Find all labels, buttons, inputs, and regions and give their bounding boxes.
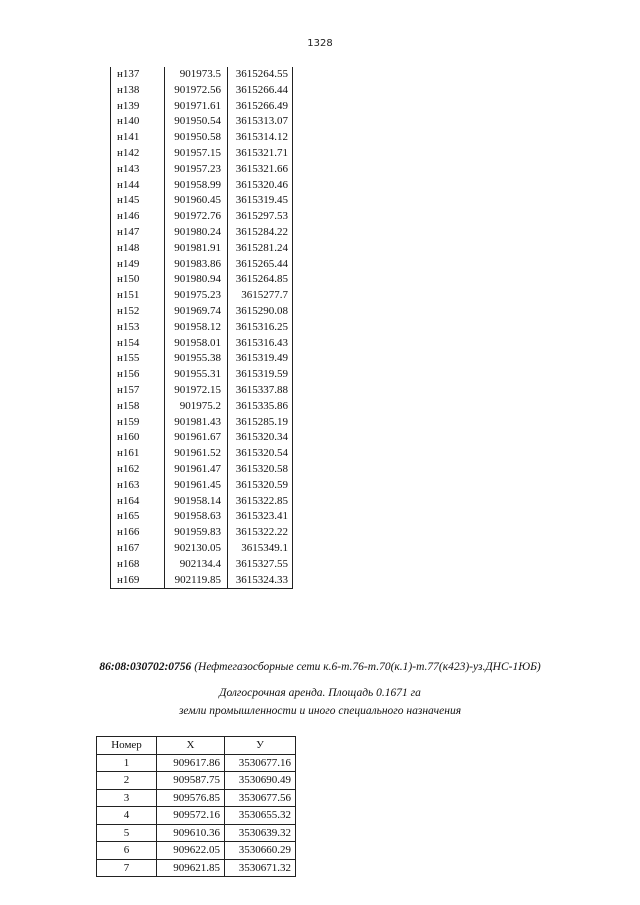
table-row	[111, 83, 293, 99]
table-cell: 909587.75	[157, 772, 225, 790]
table-row	[97, 754, 296, 772]
table-row	[97, 807, 296, 825]
table-row	[111, 320, 293, 336]
table-row	[111, 193, 293, 209]
header-y: У	[225, 737, 296, 755]
table-row	[111, 541, 293, 557]
table-row	[111, 525, 293, 541]
table-cell: 3615322.22	[228, 525, 293, 541]
table-cell: н161	[111, 446, 165, 462]
table-cell: н160	[111, 430, 165, 446]
table-cell: 3615349.1	[228, 541, 293, 557]
table-cell: 901957.15	[165, 146, 228, 162]
table-cell: н151	[111, 288, 165, 304]
table-cell: 901958.12	[165, 320, 228, 336]
coordinates-table-continued	[110, 67, 293, 589]
table-row	[111, 146, 293, 162]
table-cell: н145	[111, 193, 165, 209]
table-row	[111, 130, 293, 146]
table-cell: н148	[111, 241, 165, 257]
table-cell: н139	[111, 99, 165, 115]
table-cell: 3615285.19	[228, 415, 293, 431]
table-row	[111, 209, 293, 225]
table-cell: н169	[111, 573, 165, 589]
table-cell: н157	[111, 383, 165, 399]
table-cell: н147	[111, 225, 165, 241]
table-cell: 909622.05	[157, 842, 225, 860]
table-cell: н152	[111, 304, 165, 320]
table-cell: н142	[111, 146, 165, 162]
table-cell: 6	[97, 842, 157, 860]
table-cell: 902130.05	[165, 541, 228, 557]
table-row	[111, 573, 293, 589]
table-cell: н137	[111, 67, 165, 83]
parcel-heading	[0, 661, 640, 673]
table-cell: 901961.45	[165, 478, 228, 494]
table-cell: н156	[111, 367, 165, 383]
table-cell: 3615265.44	[228, 257, 293, 273]
table-cell: 902134.4	[165, 557, 228, 573]
table-cell: 3615266.44	[228, 83, 293, 99]
table-cell: 3530655.32	[225, 807, 296, 825]
table-cell: 3615313.07	[228, 114, 293, 130]
table-cell: 909576.85	[157, 789, 225, 807]
table-cell: 3530677.56	[225, 789, 296, 807]
table-cell: 901958.63	[165, 509, 228, 525]
table-cell: 3615264.55	[228, 67, 293, 83]
table-cell: 3615320.54	[228, 446, 293, 462]
table-cell: н140	[111, 114, 165, 130]
lease-title: Долгосрочная аренда. Площадь 0.1671 га	[219, 687, 421, 699]
table-row	[111, 67, 293, 83]
table-cell: 3615284.22	[228, 225, 293, 241]
table-cell: 902119.85	[165, 573, 228, 589]
table-row	[97, 842, 296, 860]
table-row	[111, 257, 293, 273]
land-category: земли промышленности и иного специального назначения	[178, 705, 462, 717]
table-cell: 901981.91	[165, 241, 228, 257]
cadastral-number: 86:08:030702:0756	[99, 661, 192, 673]
table-cell: 909572.16	[157, 807, 225, 825]
table-header-row	[97, 737, 296, 755]
table-cell: 3615320.58	[228, 462, 293, 478]
table-cell: н164	[111, 494, 165, 510]
table-cell: 3615264.85	[228, 272, 293, 288]
table-cell: 2	[97, 772, 157, 790]
table-cell: н146	[111, 209, 165, 225]
table-cell: 3	[97, 789, 157, 807]
table-cell: н154	[111, 336, 165, 352]
table-row	[111, 178, 293, 194]
table-cell: 901958.99	[165, 178, 228, 194]
table-cell: 3615316.25	[228, 320, 293, 336]
table-cell: 3615281.24	[228, 241, 293, 257]
table-cell: 3615290.08	[228, 304, 293, 320]
table-cell: 3615320.34	[228, 430, 293, 446]
table-row	[111, 272, 293, 288]
table-cell: 901980.94	[165, 272, 228, 288]
table-cell: 901958.14	[165, 494, 228, 510]
table-cell: 3615323.41	[228, 509, 293, 525]
table-cell: 3530671.32	[225, 859, 296, 877]
table-cell: н167	[111, 541, 165, 557]
table-cell: 1	[97, 754, 157, 772]
table-row	[111, 241, 293, 257]
table-row	[111, 351, 293, 367]
table-cell: 3615266.49	[228, 99, 293, 115]
table-cell: 901971.61	[165, 99, 228, 115]
table-cell: 901961.52	[165, 446, 228, 462]
table-row	[111, 415, 293, 431]
table-cell: 3615321.71	[228, 146, 293, 162]
table-cell: 3615322.85	[228, 494, 293, 510]
table-cell: 3530660.29	[225, 842, 296, 860]
table-cell: 901959.83	[165, 525, 228, 541]
table-cell: 3615314.12	[228, 130, 293, 146]
table-cell: 901960.45	[165, 193, 228, 209]
table-row	[111, 162, 293, 178]
table-row	[97, 789, 296, 807]
table-cell: 3615320.59	[228, 478, 293, 494]
table-cell: 3615337.88	[228, 383, 293, 399]
table-cell: 3530639.32	[225, 824, 296, 842]
table-cell: 3530677.16	[225, 754, 296, 772]
table-cell: 909610.36	[157, 824, 225, 842]
table-row	[111, 99, 293, 115]
table-cell: н166	[111, 525, 165, 541]
table-row	[111, 430, 293, 446]
table-cell: н162	[111, 462, 165, 478]
table-cell: н158	[111, 399, 165, 415]
table-row	[111, 399, 293, 415]
table-row	[97, 859, 296, 877]
table-row	[111, 509, 293, 525]
table-cell: 3615297.53	[228, 209, 293, 225]
table-cell: н149	[111, 257, 165, 273]
table-cell: н168	[111, 557, 165, 573]
table-cell: 901950.58	[165, 130, 228, 146]
parcel-description: (Нефтегазосборные сети к.6-т.76-т.70(к.1)-т.77(к423)-уз.ДНС-1ЮБ)	[194, 661, 541, 673]
table-cell: 901955.38	[165, 351, 228, 367]
table-cell: н138	[111, 83, 165, 99]
table-cell: 901972.76	[165, 209, 228, 225]
table-cell: 901955.31	[165, 367, 228, 383]
table-cell: н163	[111, 478, 165, 494]
coordinates-table	[96, 736, 296, 877]
table-cell: н159	[111, 415, 165, 431]
table-cell: н143	[111, 162, 165, 178]
table-row	[111, 383, 293, 399]
table-cell: 901958.01	[165, 336, 228, 352]
table-row	[97, 824, 296, 842]
table-cell: 901972.15	[165, 383, 228, 399]
table-row	[111, 446, 293, 462]
table-cell: 901961.47	[165, 462, 228, 478]
table-cell: н153	[111, 320, 165, 336]
table-cell: н150	[111, 272, 165, 288]
table-cell: 7	[97, 859, 157, 877]
table-cell: 909621.85	[157, 859, 225, 877]
table-cell: 3615324.33	[228, 573, 293, 589]
table-row	[97, 772, 296, 790]
table-cell: 3615335.86	[228, 399, 293, 415]
table-cell: н141	[111, 130, 165, 146]
table-cell: 3530690.49	[225, 772, 296, 790]
header-x: X	[157, 737, 225, 755]
table-cell: 901975.2	[165, 399, 228, 415]
table-row	[111, 367, 293, 383]
table-cell: 901981.43	[165, 415, 228, 431]
table-row	[111, 478, 293, 494]
table-row	[111, 304, 293, 320]
table-cell: 909617.86	[157, 754, 225, 772]
header-number: Номер	[97, 737, 157, 755]
page-number: 1328	[307, 38, 333, 49]
table-row	[111, 288, 293, 304]
table-cell: 901969.74	[165, 304, 228, 320]
table-cell: н165	[111, 509, 165, 525]
table-cell: 3615277.7	[228, 288, 293, 304]
table-cell: 901950.54	[165, 114, 228, 130]
table-cell: н144	[111, 178, 165, 194]
table-cell: 3615320.46	[228, 178, 293, 194]
table-cell: 4	[97, 807, 157, 825]
table-cell: 3615321.66	[228, 162, 293, 178]
table-cell: 5	[97, 824, 157, 842]
table-row	[111, 557, 293, 573]
table-cell: 901983.86	[165, 257, 228, 273]
table-cell: н155	[111, 351, 165, 367]
table-row	[111, 462, 293, 478]
table-cell: 901961.67	[165, 430, 228, 446]
table-cell: 3615319.49	[228, 351, 293, 367]
table-cell: 901975.23	[165, 288, 228, 304]
table-row	[111, 225, 293, 241]
table-cell: 901972.56	[165, 83, 228, 99]
table-cell: 3615327.55	[228, 557, 293, 573]
table-cell: 3615316.43	[228, 336, 293, 352]
table-cell: 3615319.59	[228, 367, 293, 383]
table-row	[111, 336, 293, 352]
table-row	[111, 494, 293, 510]
table-cell: 3615319.45	[228, 193, 293, 209]
table-cell: 901973.5	[165, 67, 228, 83]
table-cell: 901957.23	[165, 162, 228, 178]
table-cell: 901980.24	[165, 225, 228, 241]
table-row	[111, 114, 293, 130]
